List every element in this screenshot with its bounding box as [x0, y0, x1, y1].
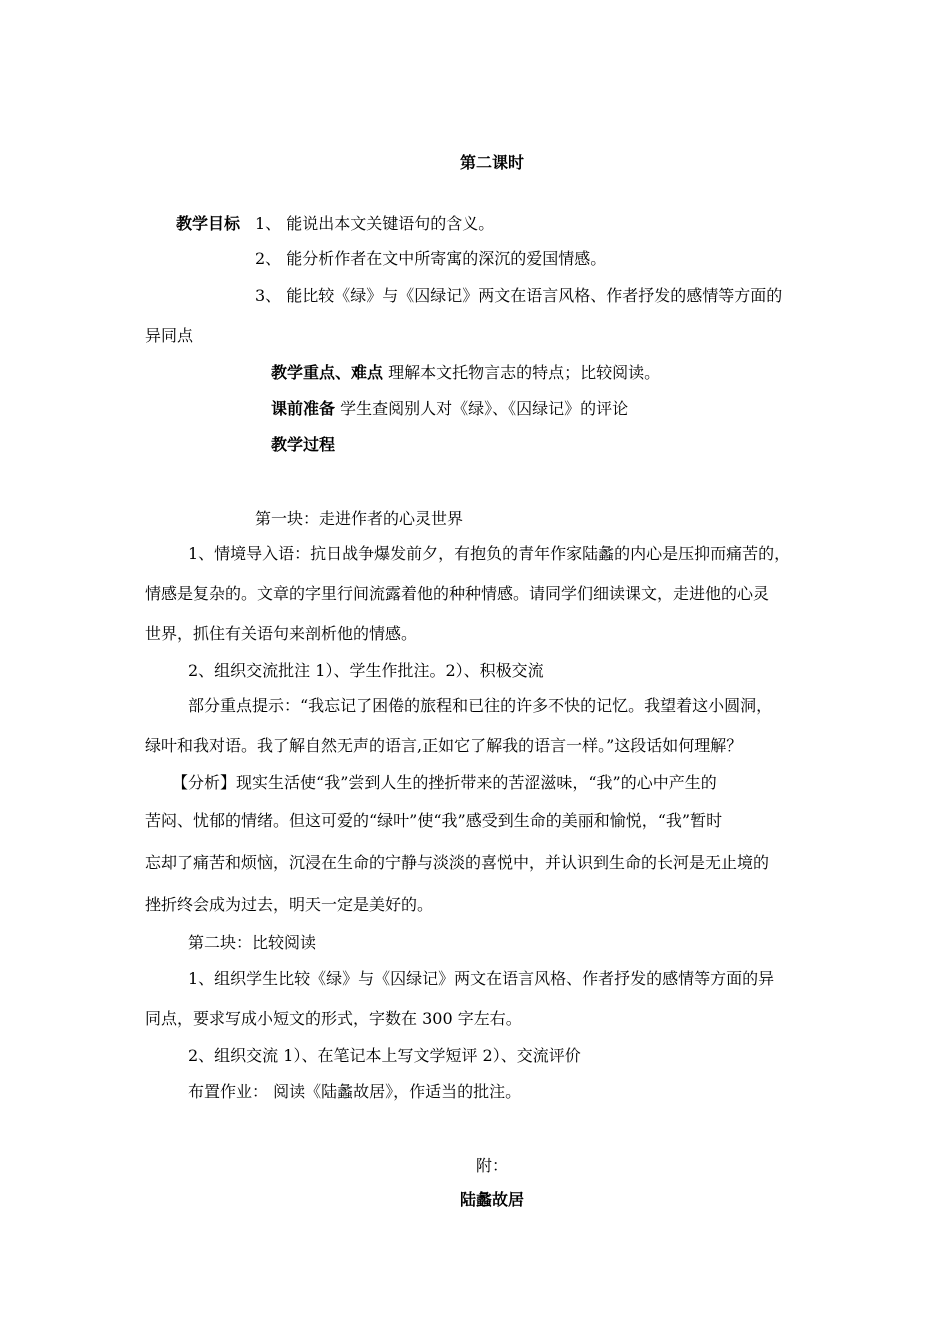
- block1-heading: 第一块：走进作者的心灵世界: [255, 509, 464, 528]
- homework-line: 布置作业： 阅读《陆蠡故居》，作适当的批注。: [188, 1082, 522, 1101]
- objectives-label: 教学目标: [176, 214, 241, 233]
- block1-paragraph-line: 世界，抓住有关语句来剖析他的情感。: [145, 624, 418, 643]
- preparation-label: 课前准备: [271, 399, 336, 418]
- hint-line: 绿叶和我对语。我了解自然无声的语言,正如它了解我的语言一样。”这段话如何理解？: [145, 736, 743, 755]
- analysis-line: 苦闷、忧郁的情绪。但这可爱的“绿叶”使“我”感受到生命的美丽和愉悦，“我”暂时: [145, 811, 723, 830]
- analysis-line: 挫折终会成为过去，明天一定是美好的。: [145, 895, 434, 914]
- objective-item-2: 2、 能分析作者在文中所寄寓的深沉的爱国情感。: [255, 249, 607, 268]
- appendix-title: 陆蠡故居: [459, 1190, 524, 1209]
- page-title: 第二课时: [459, 153, 524, 172]
- hint-line: 部分重点提示：“我忘记了困倦的旅程和已往的许多不快的记忆。我望着这小圆洞，: [188, 696, 773, 715]
- objective-item-3-continued: 异同点: [145, 326, 194, 345]
- preparation-text: 学生查阅别人对《绿》、《囚绿记》的评论: [340, 399, 629, 418]
- objective-item-3: 3、 能比较《绿》与《囚绿记》两文在语言风格、作者抒发的感情等方面的: [255, 286, 783, 305]
- key-points-line: [271, 362, 660, 384]
- block2-paragraph-line: 同点，要求写成小短文的形式，字数在 300 字左右。: [145, 1009, 522, 1028]
- block1-paragraph-line: 情感是复杂的。文章的字里行间流露着他的种种情感。请同学们细读课文，走进他的心灵: [145, 584, 770, 603]
- block2-paragraph-line: 1、组织学生比较《绿》与《囚绿记》两文在语言风格、作者抒发的感情等方面的异: [188, 969, 775, 988]
- block1-step-2: 2、组织交流批注 1）、学生作批注。2）、积极交流: [188, 661, 544, 680]
- block2-step-2: 2、组织交流 1）、在笔记本上写文学短评 2）、交流评价: [188, 1046, 581, 1065]
- analysis-label: 【分析】: [172, 773, 237, 792]
- analysis-line: 忘却了痛苦和烦恼，沉浸在生命的宁静与淡淡的喜悦中，并认识到生命的长河是无止境的: [145, 853, 770, 872]
- key-points-label: 教学重点、难点: [271, 363, 384, 382]
- block2-heading: 第二块：比较阅读: [188, 933, 317, 952]
- preparation-line: [271, 398, 628, 420]
- objective-item-1: 1、 能说出本文关键语句的含义。: [255, 214, 495, 233]
- block1-paragraph-line: 1、情境导入语：抗日战争爆发前夕，有抱负的青年作家陆蠡的内心是压抑而痛苦的，: [188, 544, 791, 563]
- key-points-text: 理解本文托物言志的特点；比较阅读。: [388, 363, 661, 382]
- process-label: 教学过程: [271, 435, 336, 454]
- appendix-label: 附：: [475, 1156, 508, 1175]
- analysis-text: 现实生活使“我”尝到人生的挫折带来的苦涩滋味，“我”的心中产生的: [236, 773, 717, 792]
- analysis-line-1: [172, 772, 717, 794]
